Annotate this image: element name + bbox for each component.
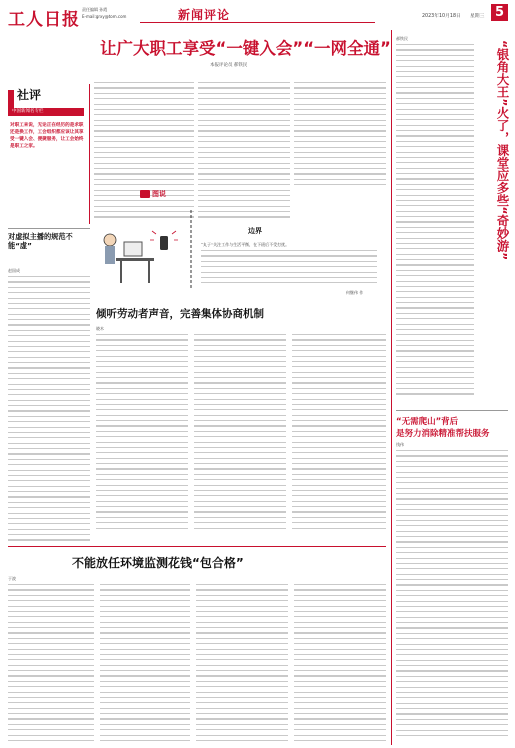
right-bottom-body [396,450,508,744]
feature-col-3 [292,334,386,534]
bottom-col-4 [294,584,386,744]
section-title: 新闻评论 [178,8,231,22]
cartoon-title: 边界 [248,227,262,235]
right-top-author: 郝铁民 [396,36,408,41]
cartoon-caption-lines [201,250,377,290]
camera-icon [140,190,150,198]
bottom-headline: 不能放任环境监测花钱“包合格” [72,556,244,570]
feature-col-2 [194,334,286,534]
left-column-body [8,276,90,546]
commentary-box [8,84,90,224]
cartoon-author: 何继伟 作 [346,290,364,295]
tupian-label: 图说 [152,190,166,198]
lead-article-col-3 [294,82,386,190]
page-number-badge [491,4,508,21]
right-top-body [396,44,474,404]
feature-author: 晓木 [96,326,104,331]
masthead [0,0,515,30]
issue-weekday: 星期三 [470,14,485,19]
right-middle-headline-2: 是努力消除精准帮扶服务 [396,429,490,439]
feature-headline: 倾听劳动者声音，完善集体协商机制 [96,308,264,320]
right-middle-author: 钱伟 [396,442,404,447]
lead-headline: 让广大职工享受“一键入会”“一网全通” [100,39,391,58]
bottom-col-3 [196,584,288,744]
lead-byline: 本报评论员 郝铁民 [210,63,248,68]
right-vertical-headline: “银角大王”火了，课堂应多些“奇妙游” [495,40,510,261]
red-block-icon [8,90,14,108]
cartoon-caption: “丸子”关注工作与生活平衡，在下班后不受打扰。 [201,242,290,247]
cartoon-frame [96,200,386,300]
commentary-subtitle: 中国新闻名专栏 [12,109,44,114]
section-title-underline [140,22,375,23]
commentary-summary: 对职工来说，无论正在经历的是求职还是换工作，工会组织都应该让其享受一键入会、便捷服务，让工会始终是职工之家。 [10,123,84,149]
bottom-author: 于波 [8,576,16,581]
right-column-divider [391,30,392,745]
bottom-col-2 [100,584,190,744]
right-middle-rule [396,410,508,411]
editor-info: 责任编辑 孙霞 [82,7,108,12]
bottom-article-rule [8,546,386,547]
commentary-title: 社评 [17,88,42,102]
bottom-col-1 [8,584,94,744]
left-column-top-rule [8,228,90,229]
editor-email: E-mail:grxy@tom.com [82,14,127,19]
left-column-headline: 对虚拟主播的规范不能“虚” [8,232,73,250]
left-column-author: 赵国成 [8,268,20,273]
page-number: 5 [494,5,505,20]
feature-col-1 [96,334,188,534]
newspaper-logo: 工人日报 [8,10,80,30]
right-middle-headline-1: “无需爬山”背后 [396,417,459,427]
issue-date: 2023年10月18日 [422,14,461,19]
commentary-subtitle-bar [8,108,84,116]
